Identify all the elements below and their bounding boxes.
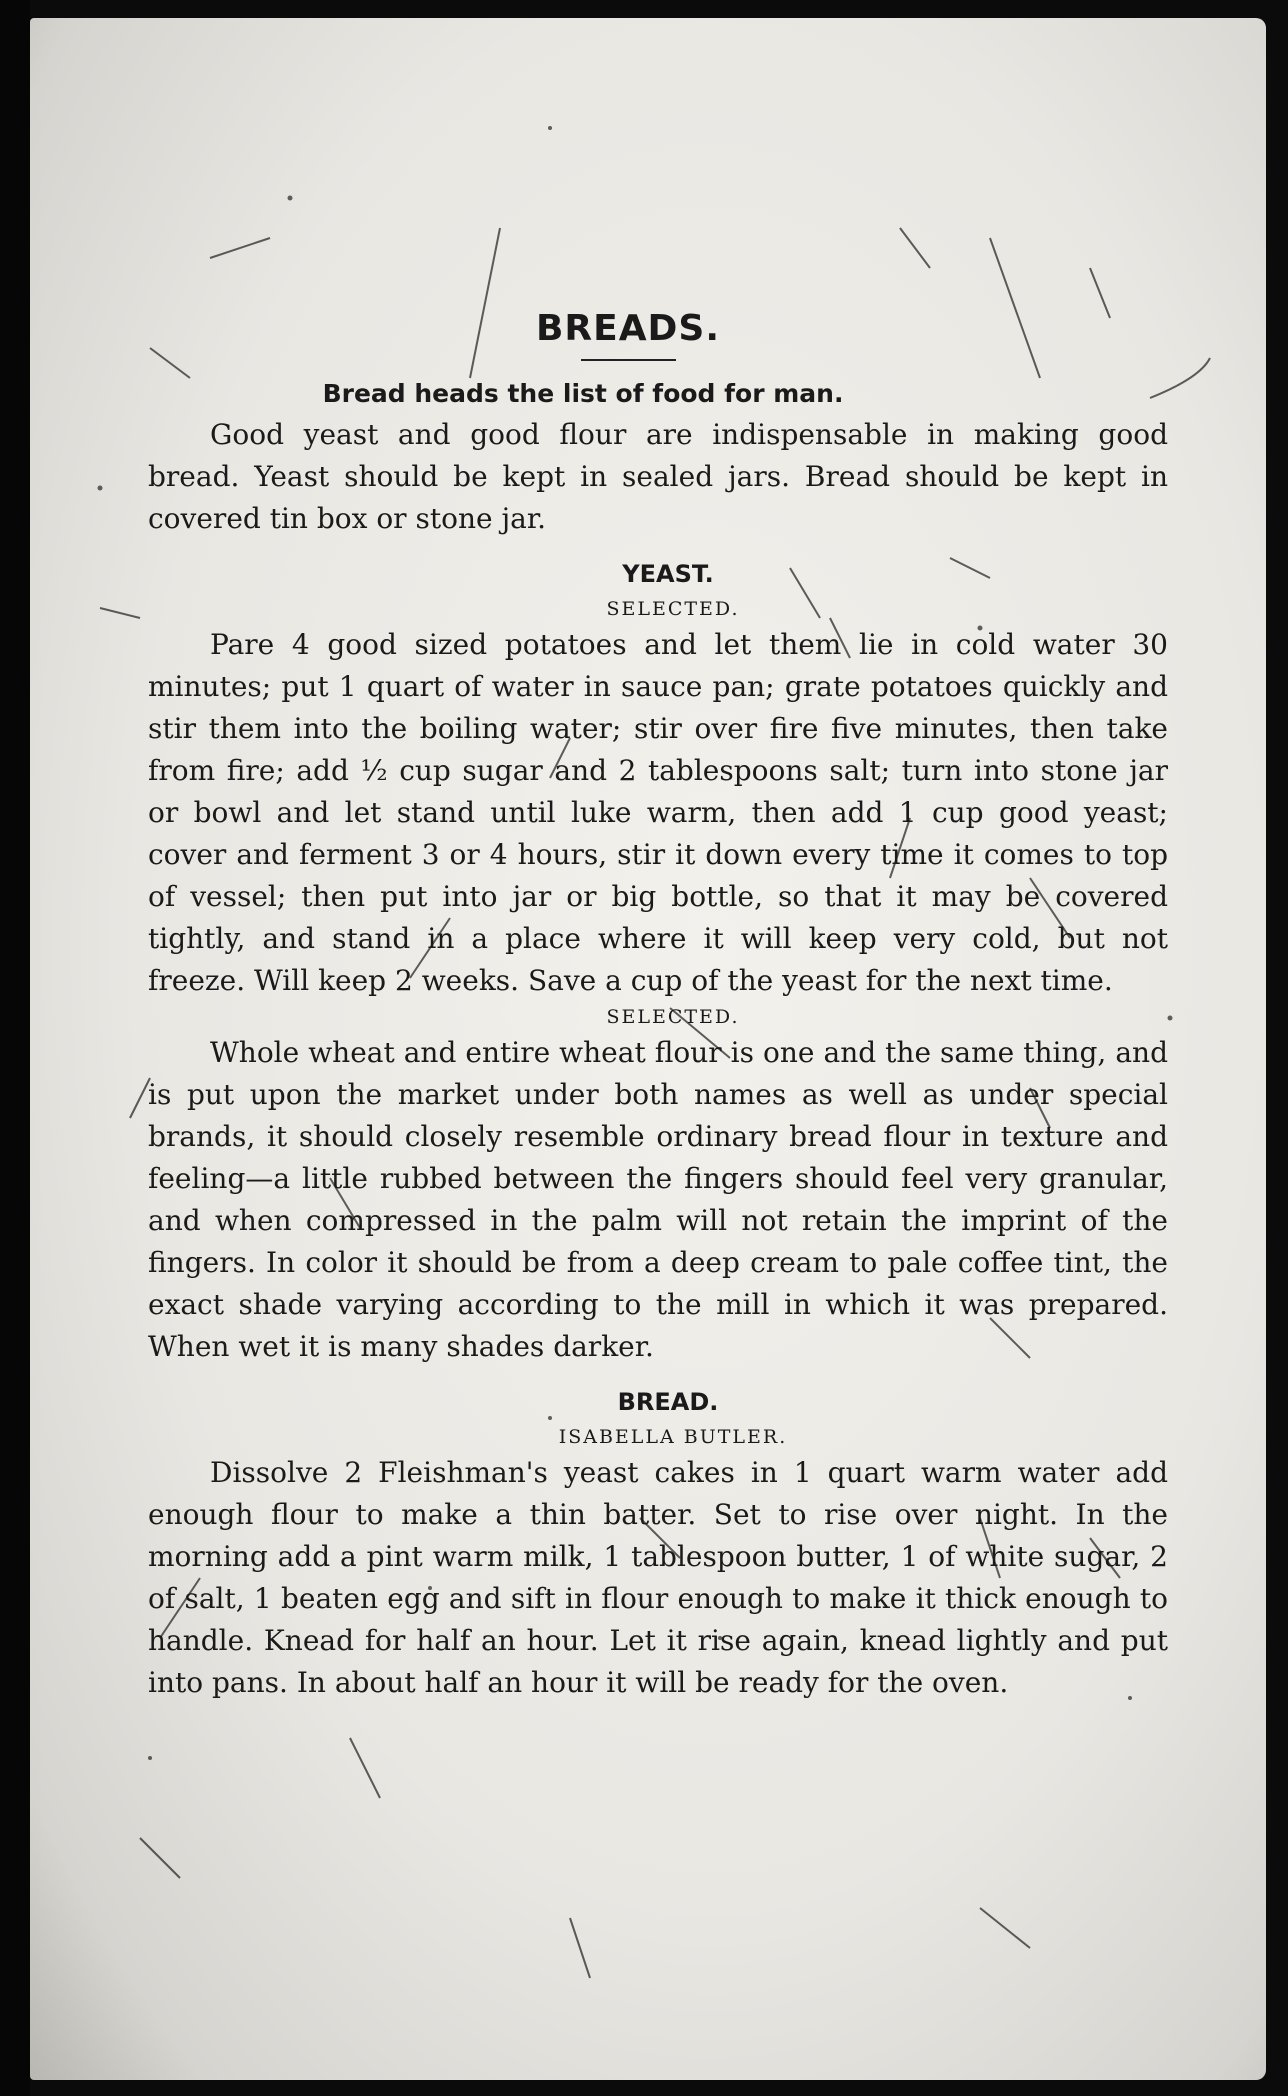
- intro-paragraph: Good yeast and good flour are indispensable in making good bread. Yeast should be kept in sealed jars. Bread should be kept in covered tin box or stone jar.: [148, 418, 1168, 535]
- title-rule: [581, 359, 676, 361]
- section-attribution-bread: ISABELLA BUTLER.: [558, 1426, 788, 1448]
- section-text-whole-wheat: Whole wheat and entire wheat flour is one and the same thing, and is put upon the market under both names as well as under special brands, it should closely resemble ordinary bread flour in texture and feeling—a little rubbed between the fingers should feel very granular, and when compressed in the palm will not retain the imprint of the fingers. In color it should be from a deep cream to pale coffee tint, the exact shade varying according to the mill in which it was prepared. When wet it is many shades darker.: [148, 1036, 1168, 1363]
- section-text-bread: Dissolve 2 Fleishman's yeast cakes in 1 quart warm water add enough flour to make a thin batter. Set to rise over night. In the morning add a pint warm milk, 1 tablespoon butter, 1 of white sugar, 2 of salt, 1 beaten egg and sift in flour enough to make it thick enough to handle. Knead for half an hour. Let it rise again, knead lightly and put into pans. In about half an hour it will be ready for the oven.: [148, 1456, 1168, 1699]
- section-attribution-yeast: SELECTED.: [606, 598, 740, 620]
- page-content: [148, 308, 1168, 1704]
- page-title: BREADS.: [535, 308, 721, 349]
- section-heading-bread: BREAD.: [617, 1388, 719, 1416]
- section-attribution-whole-wheat: SELECTED.: [606, 1006, 740, 1028]
- lead-line: Bread heads the list of food for man.: [322, 379, 844, 408]
- section-text-yeast: Pare 4 good sized potatoes and let them lie in cold water 30 minutes; put 1 quart of water in sauce pan; grate potatoes quickly and stir them into the boiling water; stir over fire five minutes, then take from fire; add ½ cup sugar and 2 tablespoons salt; turn into stone jar or bowl and let stand until luke warm, then add 1 cup good yeast; cover and ferment 3 or 4 hours, stir it down every time it comes to top of vessel; then put into jar or big bottle, so that it may be covered tightly, and stand in a place where it will keep very cold, but not freeze. Will keep 2 weeks. Save a cup of the yeast for the next time.: [148, 628, 1168, 997]
- book-page: [30, 18, 1266, 2080]
- section-heading-yeast: YEAST.: [622, 560, 714, 588]
- left-film-edge: [0, 0, 30, 2096]
